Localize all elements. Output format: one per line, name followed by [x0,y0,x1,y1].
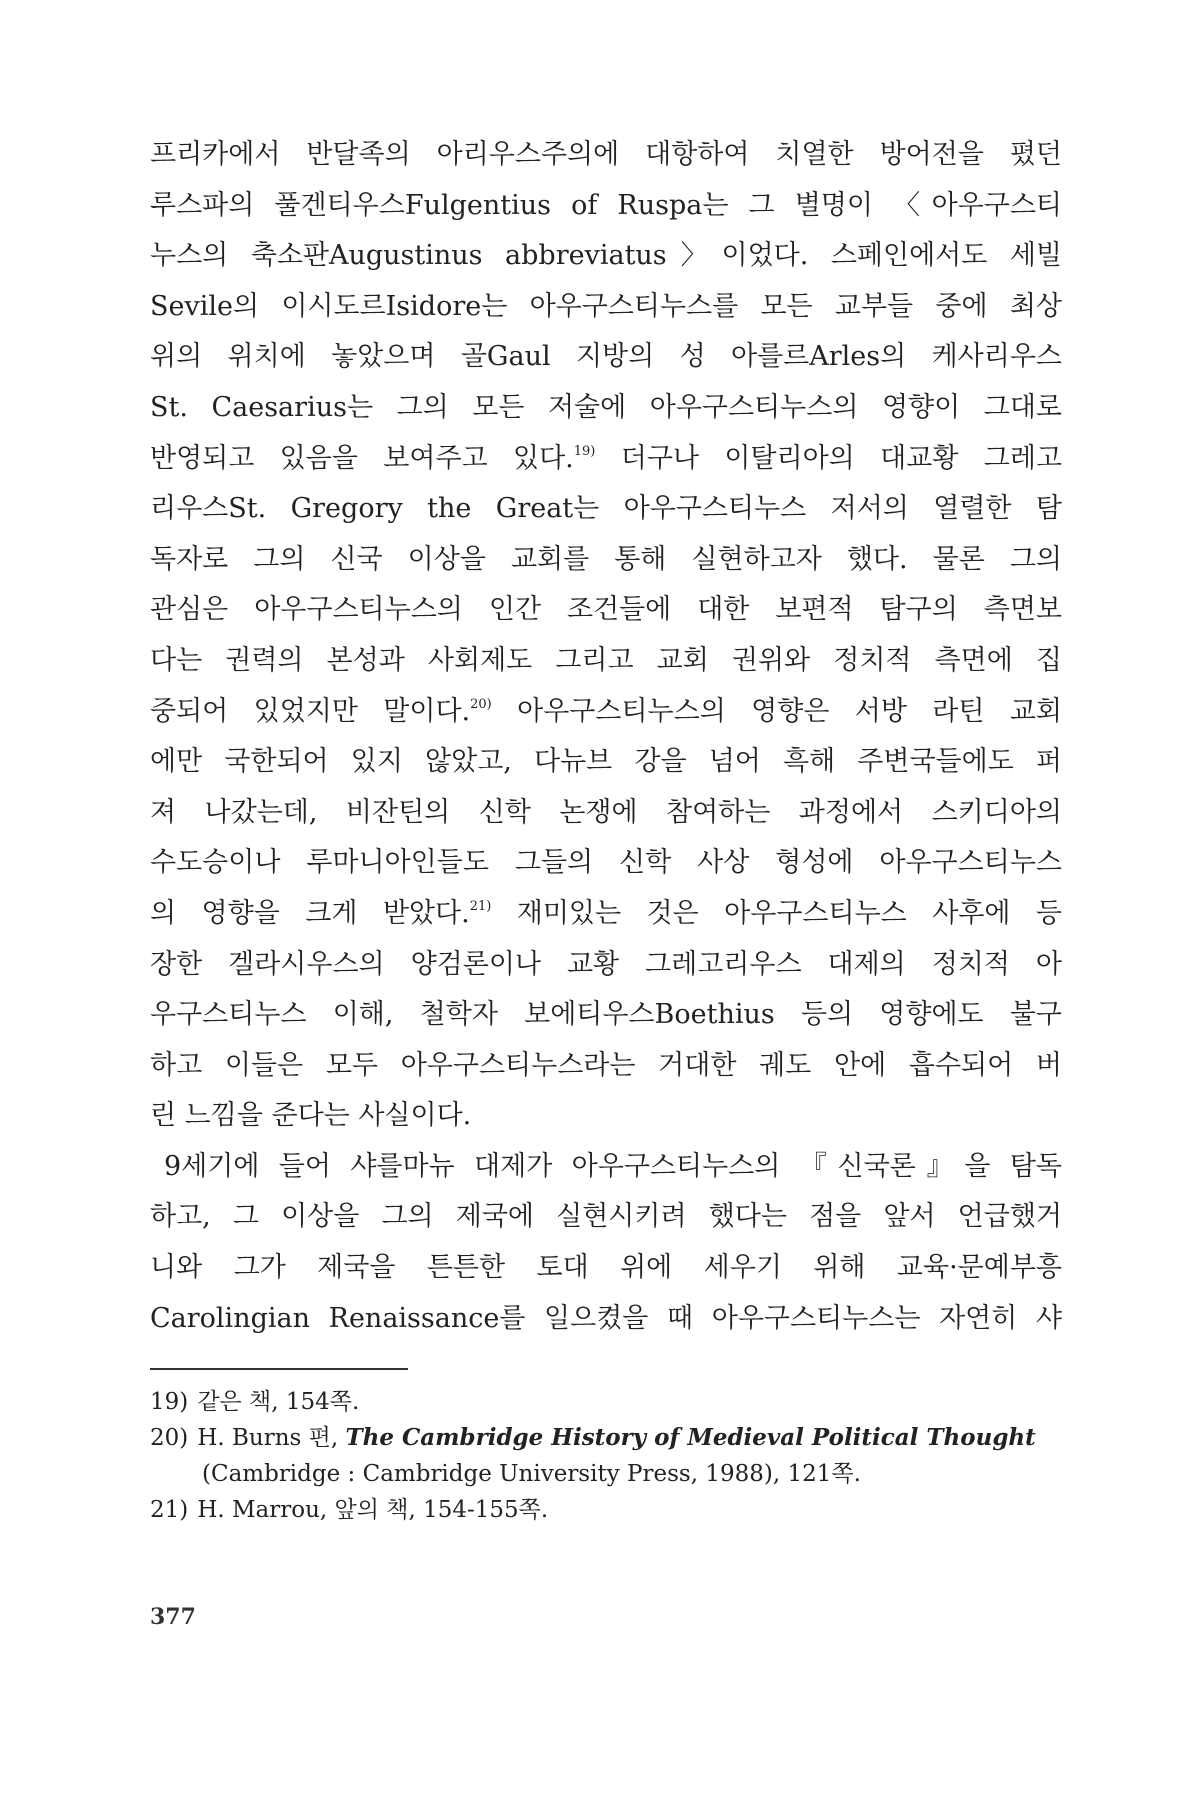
text-line: 에만 국한되어 있지 않았고, 다뉴브 강을 넘어 흑해 주변국들에도 퍼 [150,746,1062,778]
footnote-ref-20: 20) [470,696,492,712]
text-line: 리우스St. Gregory the Great는 아우구스티누스 저서의 열렬한 탐 [150,493,1062,525]
footnote-divider [150,1368,408,1370]
book-title: The Cambridge History of Medieval Political Thought [345,1424,1036,1451]
footnote-20 [150,1420,1062,1492]
footnote-19 [150,1384,1062,1420]
text-segment: 재미있는 것은 아우구스티누스 사후에 등 [491,897,1062,929]
text-line: 다는 권력의 본성과 사회제도 그리고 교회 권위와 정치적 측면에 집 [150,644,1062,676]
text-segment: 의 영향을 크게 받았다. [150,897,470,929]
footnote-21 [150,1492,1062,1528]
footnote-ref-19: 19) [573,443,596,459]
text-line: 져 나갔는데, 비잔틴의 신학 논쟁에 참여하는 과정에서 스키디아의 [150,796,1062,828]
text-segment: 더구나 이탈리아의 대교황 그레고 [595,442,1062,474]
text-line: 니와 그가 제국을 튼튼한 토대 위에 세우기 위해 교육·문예부흥 [150,1252,1062,1284]
text-line: 수도승이나 루마니아인들도 그들의 신학 사상 형성에 아우구스티누스 [150,847,1062,879]
text-line [150,687,1062,738]
text-line: 위의 위치에 놓았으며 골Gaul 지방의 성 아를르Arles의 케사리우스 [150,341,1062,373]
footnote-number: 19) [150,1389,189,1415]
body-text [150,130,1062,1344]
text-line: 9세기에 들어 샤를마뉴 대제가 아우구스티누스의 『신국론』을 탐독 [164,1150,1062,1182]
text-line: 독자로 그의 신국 이상을 교회를 통해 실현하고자 했다. 물론 그의 [150,543,1062,575]
text-line: 우구스티누스 이해, 철학자 보에티우스Boethius 등의 영향에도 불구 [150,999,1062,1031]
text-line: 루스파의 풀겐티우스Fulgentius of Ruspa는 그 별명이 〈아우구스티 [150,189,1062,221]
text-segment: 중되어 있었지만 말이다. [150,695,471,727]
text-line: St. Caesarius는 그의 모든 저술에 아우구스티누스의 영향이 그대로 [150,391,1062,423]
text-line: Sevile의 이시도르Isidore는 아우구스티누스를 모든 교부들 중에 최상 [150,290,1062,322]
footnote-number: 21) [150,1497,189,1523]
page-number: 377 [150,1604,196,1630]
footnote-text: 같은 책, 154쪽. [197,1389,360,1415]
text-segment: 아우구스티누스의 영향은 서방 라틴 교회 [491,695,1062,727]
footnote-ref-21: 21) [469,898,492,914]
text-line: Carolingian Renaissance를 일으켰을 때 아우구스티누스는 자연히 샤 [150,1302,1062,1334]
text-line: 장한 겔라시우스의 양검론이나 교황 그레고리우스 대제의 정치적 아 [150,948,1062,980]
text-line: 하고, 그 이상을 그의 제국에 실현시키려 했다는 점을 앞서 언급했거 [150,1201,1062,1233]
text-line: 누스의 축소판Augustinus abbreviatus〉이었다. 스페인에서도 세빌 [150,240,1062,272]
footnotes [150,1384,1062,1528]
footnote-text: H. Marrou, 앞의 책, 154-155쪽. [197,1497,549,1523]
footnote-number: 20) [150,1425,189,1451]
text-line: 린 느낌을 준다는 사실이다. [150,1100,472,1132]
text-line [150,889,1062,940]
footnote-text-continued: (Cambridge : Cambridge University Press, 1988), 121쪽. [202,1461,861,1487]
text-segment: 반영되고 있음을 보여주고 있다. [150,442,574,474]
text-line: 프리카에서 반달족의 아리우스주의에 대항하여 치열한 방어전을 폈던 [150,139,1062,170]
text-line [150,434,1062,485]
footnote-text: H. Burns 편, [197,1425,346,1451]
text-line: 하고 이들은 모두 아우구스티누스라는 거대한 궤도 안에 흡수되어 버 [150,1049,1062,1081]
text-line: 관심은 아우구스티누스의 인간 조건들에 대한 보편적 탐구의 측면보 [150,594,1062,626]
